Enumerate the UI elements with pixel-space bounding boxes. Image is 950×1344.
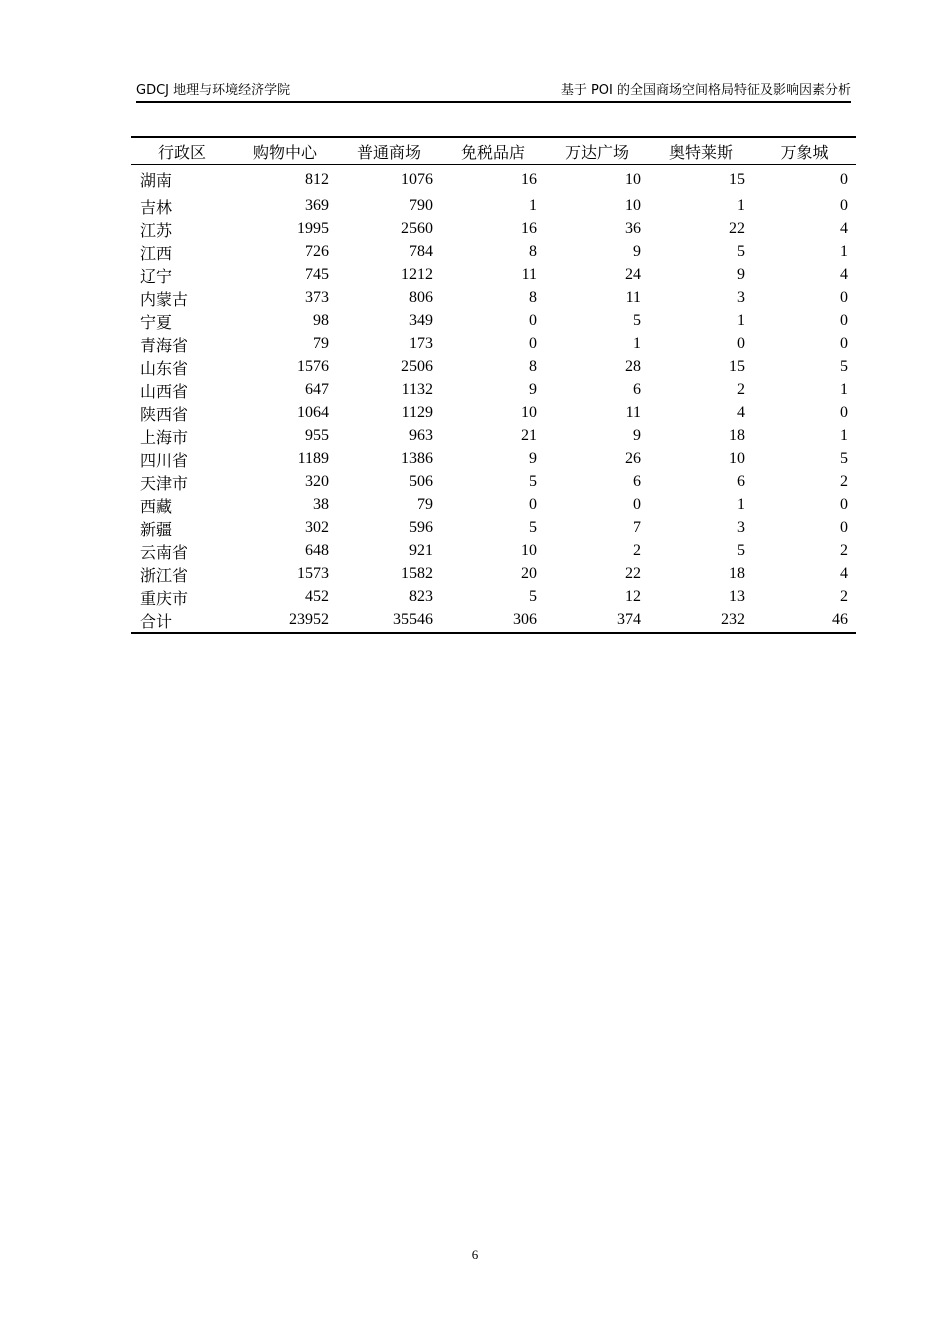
region-cell: 西藏	[140, 498, 173, 516]
value-cell: 784	[409, 243, 433, 260]
value-cell: 8	[529, 358, 537, 375]
column-header: 普通商场	[356, 144, 421, 162]
value-cell: 173	[409, 335, 433, 352]
region-cell: 山东省	[140, 360, 189, 378]
value-cell: 12	[625, 588, 641, 605]
value-cell: 1995	[297, 220, 329, 237]
table-row	[131, 586, 856, 609]
table-row	[131, 241, 856, 264]
value-cell: 0	[840, 496, 848, 513]
value-cell: 21	[521, 427, 537, 444]
value-cell: 5	[529, 519, 537, 536]
value-cell: 10	[521, 404, 537, 421]
region-cell: 青海省	[140, 337, 189, 355]
value-cell: 1	[737, 496, 745, 513]
value-cell: 13	[729, 588, 745, 605]
value-cell: 0	[840, 312, 848, 329]
region-cell: 天津市	[140, 475, 189, 493]
mall-statistics-table	[131, 136, 856, 634]
value-cell: 5	[737, 243, 745, 260]
table-row	[131, 287, 856, 310]
value-cell: 20	[521, 565, 537, 582]
value-cell: 5	[840, 450, 848, 467]
value-cell: 745	[305, 266, 329, 283]
table-row	[131, 333, 856, 356]
value-cell: 10	[729, 450, 745, 467]
value-cell: 0	[529, 335, 537, 352]
value-cell: 823	[409, 588, 433, 605]
value-cell: 18	[729, 565, 745, 582]
table-row	[131, 563, 856, 586]
value-cell: 16	[521, 220, 537, 237]
value-cell: 10	[625, 197, 641, 214]
value-cell: 1573	[297, 565, 329, 582]
value-cell: 2	[737, 381, 745, 398]
region-cell: 内蒙古	[140, 291, 189, 309]
value-cell: 8	[529, 289, 537, 306]
region-cell: 湖南	[140, 173, 173, 191]
page-number: 6	[471, 1247, 479, 1262]
column-header: 免税品店	[460, 144, 525, 162]
value-cell: 1076	[401, 170, 433, 188]
region-cell: 合计	[140, 613, 173, 631]
value-cell: 10	[521, 542, 537, 559]
table-row	[131, 165, 856, 195]
value-cell: 9	[633, 427, 641, 444]
value-cell: 647	[305, 381, 329, 398]
value-cell: 1386	[401, 450, 433, 467]
value-cell: 11	[521, 266, 537, 283]
column-header: 万象城	[780, 144, 829, 162]
value-cell: 46	[832, 611, 848, 628]
column-header: 奥特莱斯	[668, 144, 733, 162]
value-cell: 2	[633, 542, 641, 559]
region-cell: 云南省	[140, 544, 189, 562]
value-cell: 1064	[297, 404, 329, 421]
value-cell: 5	[529, 473, 537, 490]
value-cell: 22	[729, 220, 745, 237]
table-row	[131, 379, 856, 402]
value-cell: 10	[625, 170, 641, 188]
table-row	[131, 195, 856, 218]
region-cell: 宁夏	[140, 314, 173, 332]
region-cell: 上海市	[140, 429, 189, 447]
value-cell: 15	[729, 170, 745, 188]
value-cell: 4	[737, 404, 745, 421]
table-row	[131, 425, 856, 448]
value-cell: 4	[840, 266, 848, 283]
value-cell: 4	[840, 220, 848, 237]
value-cell: 1582	[401, 565, 433, 582]
value-cell: 963	[409, 427, 433, 444]
table-row	[131, 448, 856, 471]
value-cell: 0	[529, 312, 537, 329]
value-cell: 0	[840, 170, 848, 188]
table-row	[131, 517, 856, 540]
column-header: 行政区	[157, 144, 206, 162]
region-cell: 辽宁	[140, 268, 173, 286]
value-cell: 2506	[401, 358, 433, 375]
value-cell: 0	[840, 197, 848, 214]
table-row	[131, 310, 856, 333]
value-cell: 6	[633, 381, 641, 398]
value-cell: 1	[840, 427, 848, 444]
value-cell: 2	[840, 473, 848, 490]
table-row	[131, 609, 856, 633]
region-cell: 吉林	[140, 199, 173, 217]
value-cell: 4	[840, 565, 848, 582]
value-cell: 648	[305, 542, 329, 559]
value-cell: 0	[840, 404, 848, 421]
value-cell: 23952	[289, 611, 329, 628]
value-cell: 3	[737, 519, 745, 536]
value-cell: 1576	[297, 358, 329, 375]
table-header-row	[131, 137, 856, 165]
value-cell: 374	[617, 611, 641, 628]
value-cell: 9	[529, 450, 537, 467]
table-row	[131, 402, 856, 425]
value-cell: 9	[737, 266, 745, 283]
value-cell: 369	[305, 197, 329, 214]
value-cell: 5	[633, 312, 641, 329]
value-cell: 1132	[401, 381, 433, 398]
value-cell: 22	[625, 565, 641, 582]
region-cell: 陕西省	[140, 406, 189, 424]
value-cell: 11	[625, 289, 641, 306]
value-cell: 506	[409, 473, 433, 490]
table-row	[131, 494, 856, 517]
value-cell: 11	[625, 404, 641, 421]
value-cell: 0	[737, 335, 745, 352]
value-cell: 79	[417, 496, 433, 513]
table-row	[131, 471, 856, 494]
value-cell: 7	[633, 519, 641, 536]
value-cell: 5	[529, 588, 537, 605]
value-cell: 306	[513, 611, 537, 628]
value-cell: 38	[313, 496, 329, 513]
value-cell: 79	[313, 335, 329, 352]
table-row	[131, 264, 856, 287]
value-cell: 0	[633, 496, 641, 513]
page-header	[136, 77, 851, 103]
column-header: 万达广场	[564, 144, 629, 162]
value-cell: 0	[840, 289, 848, 306]
value-cell: 24	[625, 266, 641, 283]
value-cell: 0	[529, 496, 537, 513]
region-cell: 江苏	[140, 222, 173, 240]
region-cell: 江西	[140, 245, 173, 263]
value-cell: 1212	[401, 266, 433, 283]
value-cell: 1189	[297, 450, 329, 467]
value-cell: 5	[840, 358, 848, 375]
value-cell: 1	[840, 243, 848, 260]
value-cell: 3	[737, 289, 745, 306]
value-cell: 320	[305, 473, 329, 490]
value-cell: 16	[521, 170, 537, 188]
value-cell: 6	[633, 473, 641, 490]
value-cell: 790	[409, 197, 433, 214]
value-cell: 0	[840, 519, 848, 536]
value-cell: 1	[529, 197, 537, 214]
region-cell: 重庆市	[140, 590, 189, 608]
value-cell: 1	[633, 335, 641, 352]
value-cell: 2560	[401, 220, 433, 237]
header-left-text: GDCJ 地理与环境经济学院	[136, 83, 291, 98]
value-cell: 232	[721, 611, 745, 628]
value-cell: 373	[305, 289, 329, 306]
table-row	[131, 540, 856, 563]
value-cell: 28	[625, 358, 641, 375]
value-cell: 1	[737, 197, 745, 214]
table-row	[131, 356, 856, 379]
column-header: 购物中心	[252, 144, 317, 162]
value-cell: 15	[729, 358, 745, 375]
value-cell: 1	[840, 381, 848, 398]
value-cell: 6	[737, 473, 745, 490]
value-cell: 8	[529, 243, 537, 260]
value-cell: 452	[305, 588, 329, 605]
value-cell: 596	[409, 519, 433, 536]
value-cell: 349	[409, 312, 433, 329]
value-cell: 26	[625, 450, 641, 467]
value-cell: 36	[625, 220, 641, 237]
value-cell: 955	[305, 427, 329, 444]
value-cell: 302	[305, 519, 329, 536]
value-cell: 5	[737, 542, 745, 559]
table-body	[131, 165, 856, 633]
value-cell: 1129	[401, 404, 433, 421]
value-cell: 0	[840, 335, 848, 352]
value-cell: 9	[529, 381, 537, 398]
table-row	[131, 218, 856, 241]
value-cell: 1	[737, 312, 745, 329]
value-cell: 35546	[393, 611, 433, 628]
value-cell: 18	[729, 427, 745, 444]
value-cell: 806	[409, 289, 433, 306]
value-cell: 9	[633, 243, 641, 260]
region-cell: 四川省	[140, 452, 189, 470]
value-cell: 812	[305, 170, 329, 188]
header-right-text: 基于 POI 的全国商场空间格局特征及影响因素分析	[560, 83, 851, 98]
region-cell: 浙江省	[140, 567, 189, 585]
value-cell: 2	[840, 542, 848, 559]
value-cell: 726	[305, 243, 329, 260]
value-cell: 921	[409, 542, 433, 559]
region-cell: 新疆	[140, 521, 173, 539]
value-cell: 98	[313, 312, 329, 329]
value-cell: 2	[840, 588, 848, 605]
region-cell: 山西省	[140, 383, 189, 401]
